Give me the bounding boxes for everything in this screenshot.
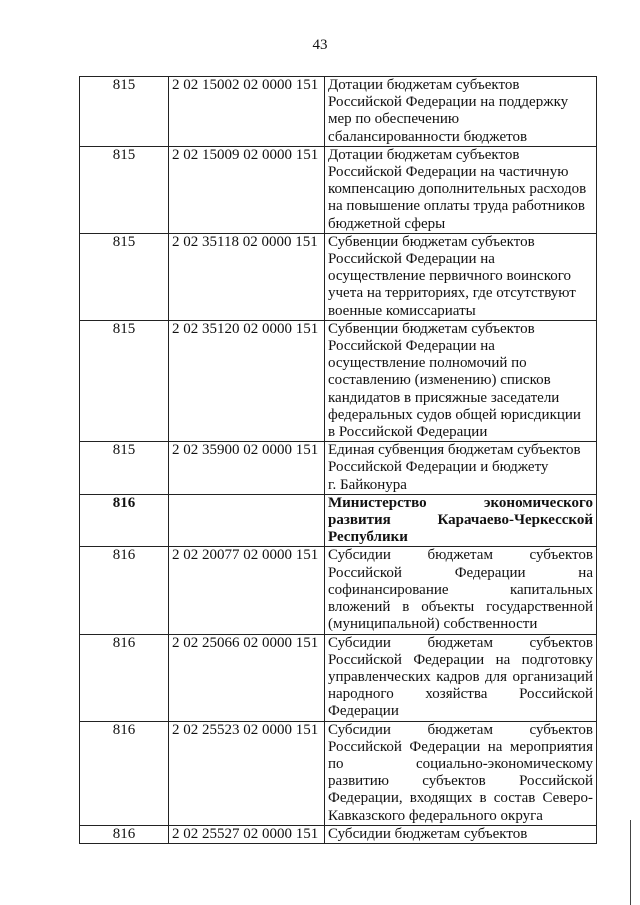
revenue-name-cell [325, 494, 597, 547]
revenue-name-cell [325, 547, 597, 634]
table-row [80, 721, 597, 825]
budget-code-cell: 2 02 25066 02 0000 151 [169, 634, 325, 721]
revenue-name-line: народного хозяйства Российской [328, 686, 593, 703]
revenue-name-cell [325, 320, 597, 441]
revenue-name-line: мер по обеспечению [328, 111, 460, 128]
admin-code-cell: 816 [80, 494, 169, 547]
revenue-name-line: Дотации бюджетам субъектов [328, 146, 520, 163]
table-row [80, 442, 597, 495]
revenue-name-line: Российской Федерации на поддержку [328, 94, 569, 111]
revenue-name-line: бюджетной сферы [328, 215, 446, 232]
budget-code-cell [169, 494, 325, 547]
revenue-name-line: военные комиссариаты [328, 302, 476, 319]
revenue-name-line: кандидатов в присяжные заседатели [328, 389, 560, 406]
revenue-name-line: Министерство экономического [328, 494, 593, 511]
admin-code-cell: 815 [80, 233, 169, 320]
revenue-name-cell [325, 146, 597, 233]
admin-code-cell: 816 [80, 721, 169, 825]
revenue-name-line: Федерации [328, 703, 399, 720]
revenue-name-line: Российской Федерации и бюджету [328, 459, 549, 476]
revenue-name-cell [325, 77, 597, 147]
budget-code-cell: 2 02 25527 02 0000 151 [169, 825, 325, 843]
revenue-name-line: на повышение оплаты труда работников [328, 198, 585, 215]
revenue-name-line: по социально-экономическому [328, 755, 593, 772]
revenue-name-line: развития Карачаево-Черкесской [328, 512, 593, 529]
revenue-name-line: Субсидии бюджетам субъектов [328, 721, 593, 738]
revenue-name-line: вложений в объекты государственной [328, 599, 593, 616]
admin-code-cell: 815 [80, 320, 169, 441]
page-number: 43 [312, 37, 328, 53]
budget-classification-table [79, 76, 597, 844]
revenue-name-line: управленческих кадров для организаций [328, 668, 593, 685]
budget-code-cell: 2 02 25523 02 0000 151 [169, 721, 325, 825]
admin-code-cell: 815 [80, 77, 169, 147]
revenue-name-line: осуществление полномочий по [328, 355, 527, 372]
admin-code-cell: 815 [80, 442, 169, 495]
table-body [80, 77, 597, 844]
revenue-name-line: в Российской Федерации [328, 424, 488, 441]
table-row [80, 547, 597, 634]
budget-code-cell: 2 02 35900 02 0000 151 [169, 442, 325, 495]
revenue-name-line: сбалансированности бюджетов [328, 128, 528, 145]
budget-code-cell: 2 02 35118 02 0000 151 [169, 233, 325, 320]
revenue-name-line: Субсидии бюджетам субъектов [328, 825, 528, 842]
admin-code-cell: 816 [80, 634, 169, 721]
revenue-name-cell [325, 442, 597, 495]
revenue-name-cell [325, 634, 597, 721]
budget-code-cell: 2 02 20077 02 0000 151 [169, 547, 325, 634]
revenue-name-line: софинансирование капитальных [328, 581, 593, 598]
revenue-name-line: Федерации, входящих в состав Северо- [328, 790, 593, 807]
revenue-name-line: осуществление первичного воинского [328, 268, 572, 285]
admin-code-cell: 816 [80, 547, 169, 634]
revenue-name-line: Субвенции бюджетам субъектов [328, 320, 535, 337]
table-row [80, 634, 597, 721]
revenue-name-line: Субсидии бюджетам субъектов [328, 634, 593, 651]
table-row [80, 77, 597, 147]
revenue-name-line: Российской Федерации на частичную [328, 164, 569, 181]
table-row [80, 146, 597, 233]
revenue-name-line: Российской Федерации на [328, 564, 593, 581]
revenue-name-line: Российской Федерации на подготовку [328, 651, 593, 668]
revenue-name-line: Субсидии бюджетам субъектов [328, 547, 593, 564]
budget-code-cell: 2 02 35120 02 0000 151 [169, 320, 325, 441]
revenue-name-line: Дотации бюджетам субъектов [328, 77, 520, 93]
table-row [80, 233, 597, 320]
revenue-name-line: учета на территориях, где отсутствуют [328, 285, 576, 302]
table-row [80, 320, 597, 441]
budget-code-cell: 2 02 15009 02 0000 151 [169, 146, 325, 233]
revenue-name-cell [325, 825, 597, 843]
scan-edge-line [630, 820, 631, 905]
revenue-name-line: (муниципальной) собственности [328, 616, 538, 633]
revenue-name-cell [325, 721, 597, 825]
revenue-name-line: компенсацию дополнительных расходов [328, 181, 587, 198]
revenue-name-cell [325, 233, 597, 320]
admin-code-cell: 815 [80, 146, 169, 233]
revenue-name-line: г. Байконура [328, 476, 407, 493]
revenue-name-line: Республики [328, 529, 408, 546]
revenue-name-line: Субвенции бюджетам субъектов [328, 233, 535, 250]
revenue-name-line: Кавказского федерального округа [328, 807, 543, 824]
revenue-name-line: Российской Федерации на мероприятия [328, 738, 593, 755]
table-row [80, 494, 597, 547]
table-row [80, 825, 597, 843]
revenue-name-line: федеральных судов общей юрисдикции [328, 406, 581, 423]
revenue-name-line: развитию субъектов Российской [328, 773, 593, 790]
revenue-name-line: Единая субвенция бюджетам субъектов [328, 442, 581, 459]
admin-code-cell: 816 [80, 825, 169, 843]
budget-code-cell: 2 02 15002 02 0000 151 [169, 77, 325, 147]
revenue-name-line: составлению (изменению) списков [328, 372, 551, 389]
revenue-name-line: Российской Федерации на [328, 338, 495, 355]
revenue-name-line: Российской Федерации на [328, 251, 495, 268]
